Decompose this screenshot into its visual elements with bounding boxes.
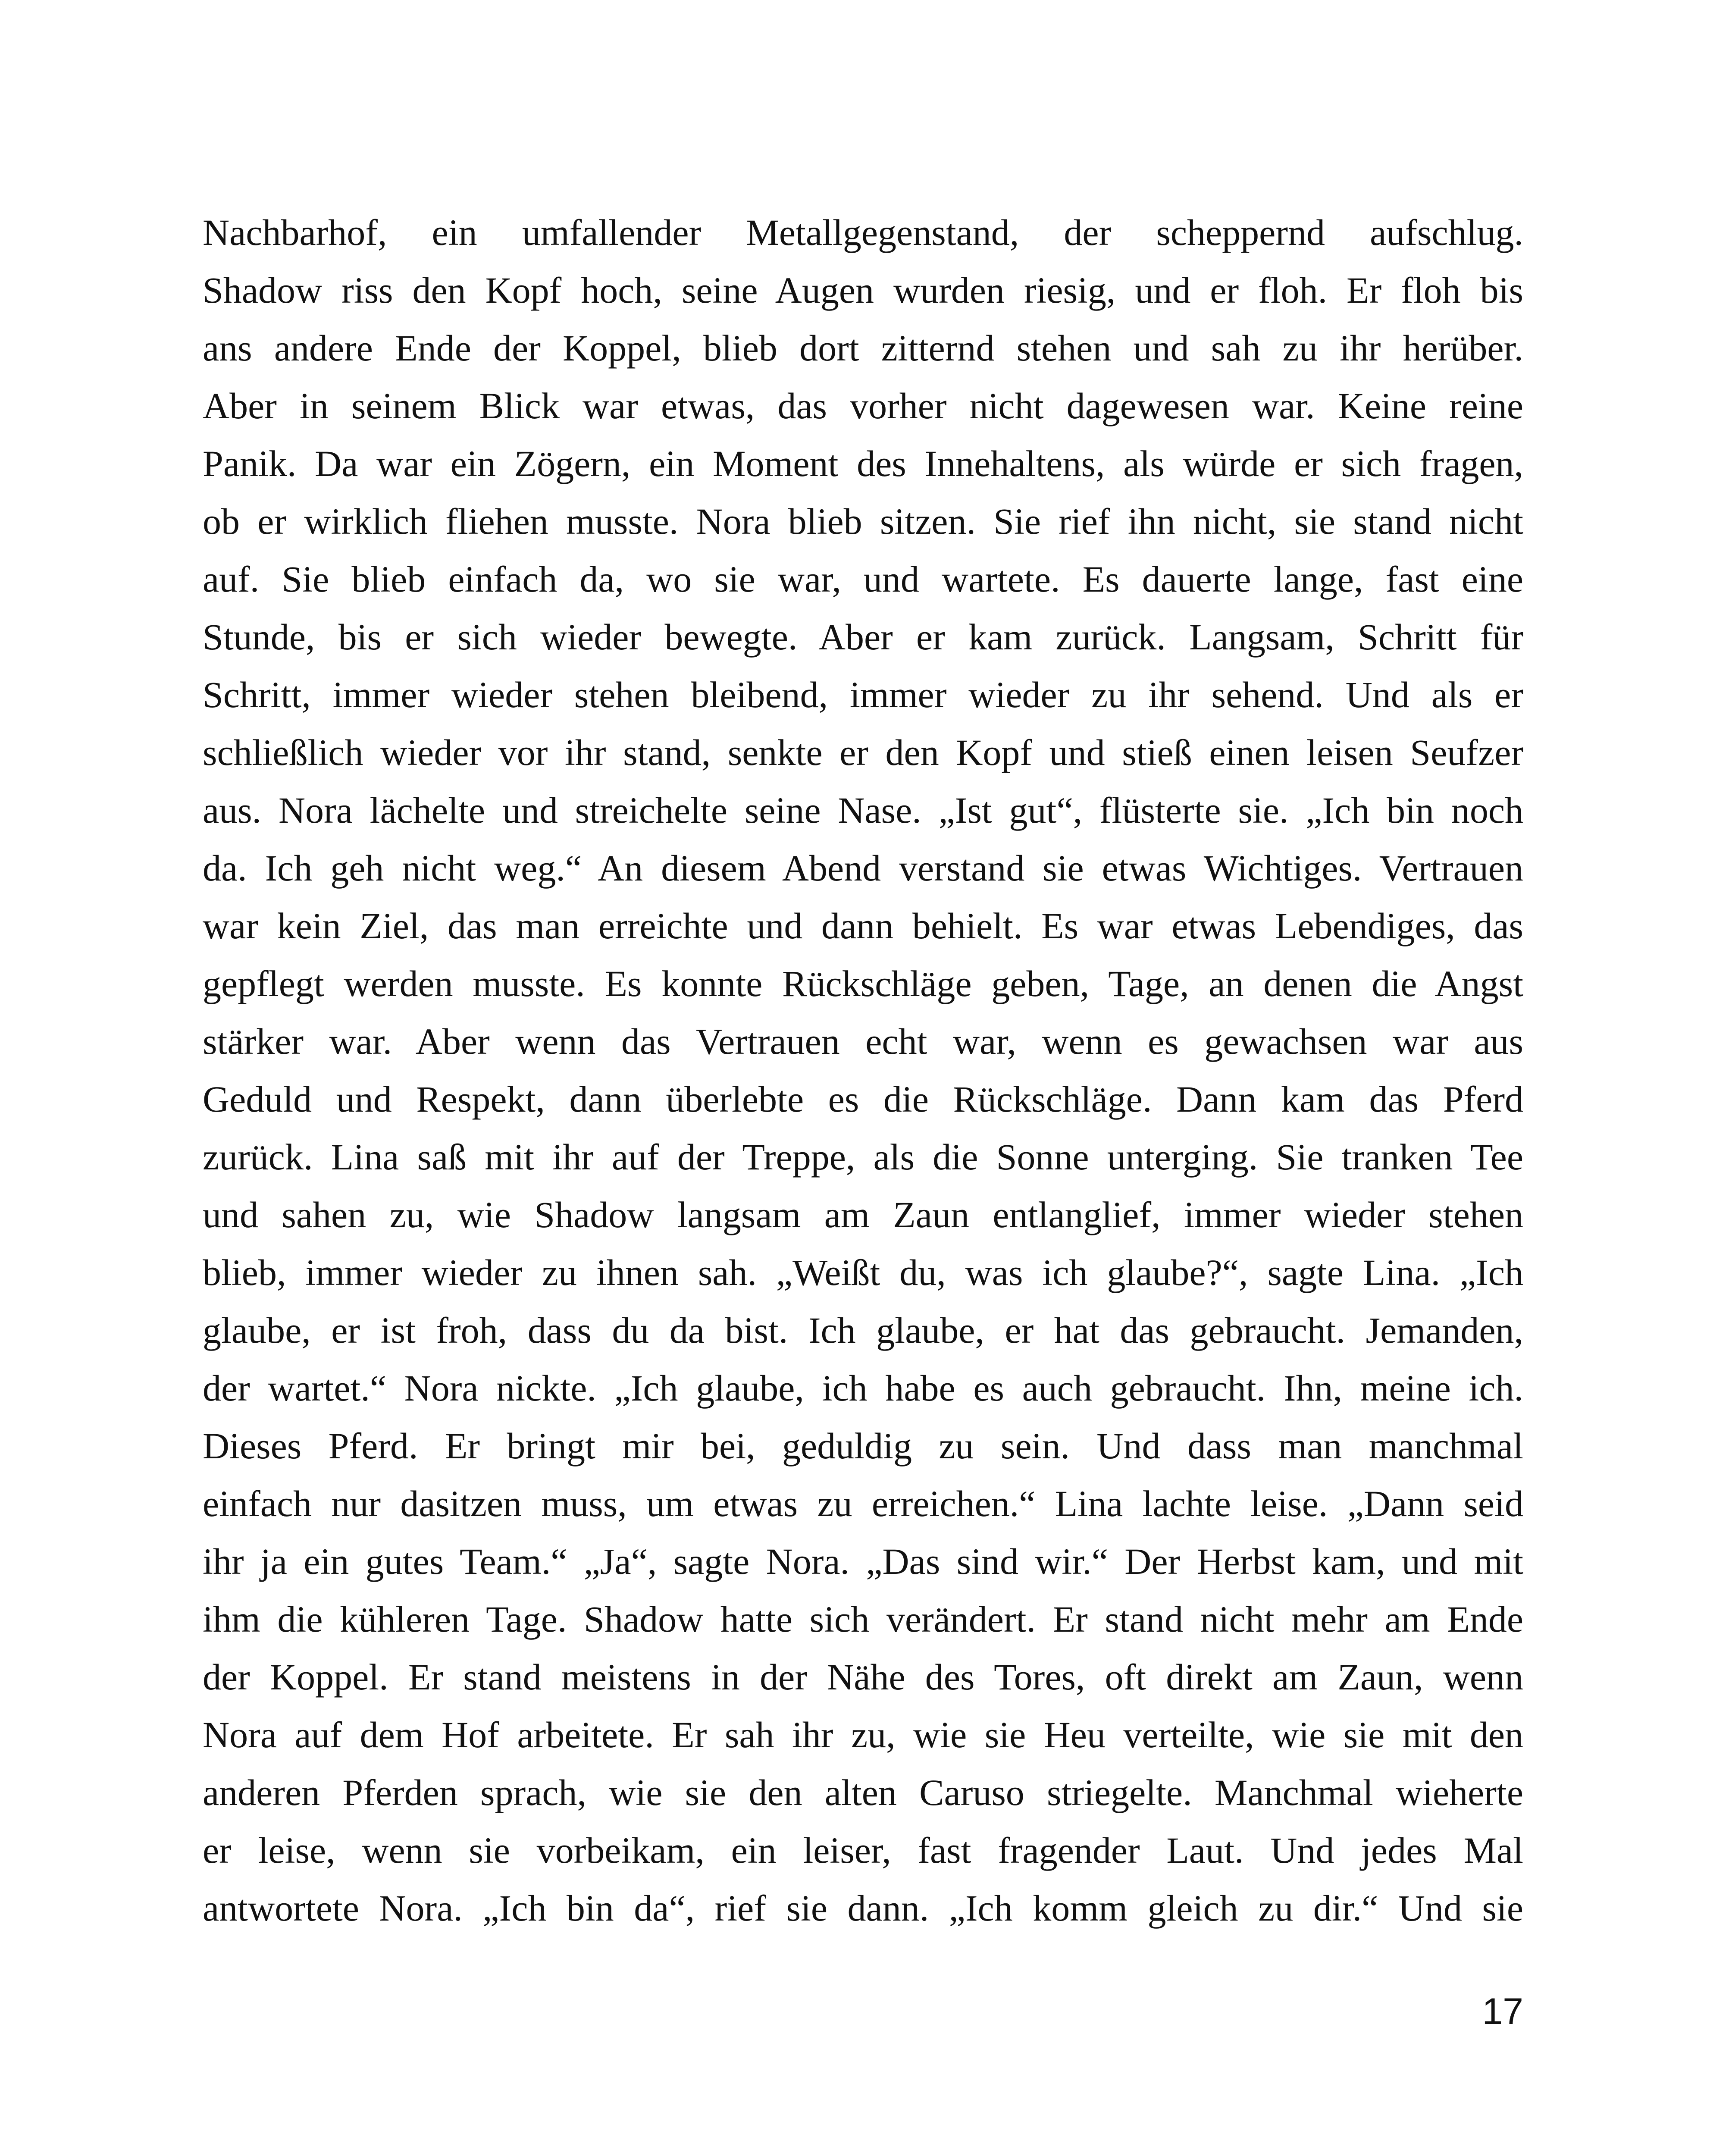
text-line: ob er wirklich fliehen musste. Nora blieb sitzen. Sie rief ihn nicht, sie stand nicht [203, 501, 1523, 542]
text-line: der Koppel. Er stand meistens in der Nähe des Tores, oft direkt am Zaun, wenn [203, 1656, 1523, 1698]
text-line: Nora auf dem Hof arbeitete. Er sah ihr zu, wie sie Heu verteilte, wie sie mit den [203, 1714, 1523, 1755]
text-line: da. Ich geh nicht weg.“ An diesem Abend verstand sie etwas Wichtiges. Vertrauen [203, 847, 1523, 889]
text-line: Nachbarhof, ein umfallender Metallgegenstand, der scheppernd aufschlug. [203, 212, 1523, 253]
text-line: aus. Nora lächelte und streichelte seine Nase. „Ist gut“, flüsterte sie. „Ich bin noch [203, 790, 1523, 831]
text-line: glaube, er ist froh, dass du da bist. Ich glaube, er hat das gebraucht. Jemanden, [203, 1310, 1523, 1351]
text-line: Shadow riss den Kopf hoch, seine Augen wurden riesig, und er floh. Er floh bis [203, 270, 1523, 311]
text-line: ihr ja ein gutes Team.“ „Ja“, sagte Nora. „Das sind wir.“ Der Herbst kam, und mit [203, 1541, 1523, 1582]
text-line: antwortete Nora. „Ich bin da“, rief sie dann. „Ich komm gleich zu dir.“ Und sie [203, 1887, 1523, 1929]
text-line: Geduld und Respekt, dann überlebte es die Rückschläge. Dann kam das Pferd [203, 1078, 1523, 1120]
text-line: war kein Ziel, das man erreichte und dann behielt. Es war etwas Lebendiges, das [203, 905, 1523, 946]
body-text [203, 204, 1523, 1937]
text-line: Aber in seinem Blick war etwas, das vorher nicht dagewesen war. Keine reine [203, 385, 1523, 426]
text-line: der wartet.“ Nora nickte. „Ich glaube, ich habe es auch gebraucht. Ihn, meine ich. [203, 1367, 1523, 1409]
page-number: 17 [1482, 1991, 1523, 2032]
text-line: ihm die kühleren Tage. Shadow hatte sich verändert. Er stand nicht mehr am Ende [203, 1598, 1523, 1640]
text-line: Panik. Da war ein Zögern, ein Moment des Innehaltens, als würde er sich fragen, [203, 443, 1523, 484]
text-line: Stunde, bis er sich wieder bewegte. Aber er kam zurück. Langsam, Schritt für [203, 616, 1523, 658]
text-line: Schritt, immer wieder stehen bleibend, immer wieder zu ihr sehend. Und als er [203, 674, 1523, 715]
text-line: blieb, immer wieder zu ihnen sah. „Weißt du, was ich glaube?“, sagte Lina. „Ich [203, 1252, 1523, 1293]
text-line: er leise, wenn sie vorbeikam, ein leiser, fast fragender Laut. Und jedes Mal [203, 1830, 1523, 1871]
text-line: und sahen zu, wie Shadow langsam am Zaun entlanglief, immer wieder stehen [203, 1194, 1523, 1235]
text-line: gepflegt werden musste. Es konnte Rückschläge geben, Tage, an denen die Angst [203, 963, 1523, 1004]
text-line: anderen Pferden sprach, wie sie den alten Caruso striegelte. Manchmal wieherte [203, 1772, 1523, 1813]
text-line: einfach nur dasitzen muss, um etwas zu erreichen.“ Lina lachte leise. „Dann seid [203, 1483, 1523, 1524]
text-line: schließlich wieder vor ihr stand, senkte er den Kopf und stieß einen leisen Seufzer [203, 732, 1523, 773]
text-line: ans andere Ende der Koppel, blieb dort zitternd stehen und sah zu ihr herüber. [203, 327, 1523, 369]
text-line: zurück. Lina saß mit ihr auf der Treppe, als die Sonne unterging. Sie tranken Tee [203, 1136, 1523, 1178]
text-line: Dieses Pferd. Er bringt mir bei, geduldig zu sein. Und dass man manchmal [203, 1425, 1523, 1467]
text-line: stärker war. Aber wenn das Vertrauen echt war, wenn es gewachsen war aus [203, 1021, 1523, 1062]
text-line: auf. Sie blieb einfach da, wo sie war, und wartete. Es dauerte lange, fast eine [203, 558, 1523, 600]
